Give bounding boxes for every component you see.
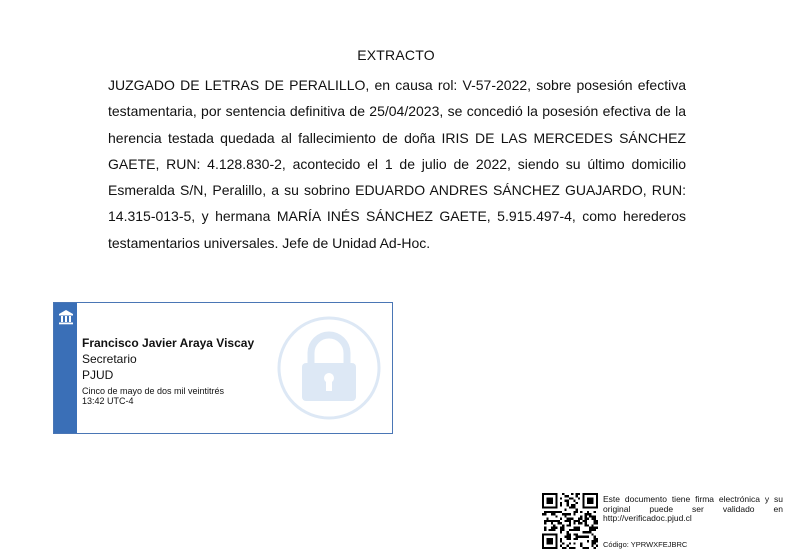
signer-name: Francisco Javier Araya Viscay (82, 336, 255, 350)
lock-icon (276, 315, 382, 421)
signature-card (53, 302, 393, 434)
building-icon (58, 309, 74, 325)
extract-body: JUZGADO DE LETRAS DE PERALILLO, en causa rol: V-57-2022, sobre posesión efectiva testamentaria, por sentencia definitiva de 25/04/2023, se concedió la posesión efectiva de la herencia testada quedada al fallecimiento de doña IRIS DE LAS MERCEDES SÁNCHEZ GAETE, RUN: 4.128.830-2, acontecido el 1 de julio de 2022, siendo su último domicilio Esmeralda S/N, Peralillo, a su sobrino EDUARDO ANDRES SÁNCHEZ GUAJARDO, RUN: 14.315-013-5, y hermana MARÍA INÉS SÁNCHEZ GAETE, 5.915.497-4, como herederos testamentarios universales. Jefe de Unidad Ad-Hoc. (108, 77, 686, 251)
signer-org: PJUD (82, 368, 114, 382)
signature-time: 13:42 UTC-4 (82, 396, 134, 406)
verification-notice: Este documento tiene firma electrónica y su original puede ser validado en http://verificadoc.pjud.cl (603, 494, 783, 523)
document-title: EXTRACTO (357, 47, 435, 63)
signature-datetime (82, 386, 272, 406)
qr-code (542, 493, 598, 549)
verification-code: Código: YPRWXFEJBRC (603, 540, 688, 549)
signer-role: Secretario (82, 352, 137, 366)
signature-date: Cinco de mayo de dos mil veintitrés (82, 386, 225, 396)
